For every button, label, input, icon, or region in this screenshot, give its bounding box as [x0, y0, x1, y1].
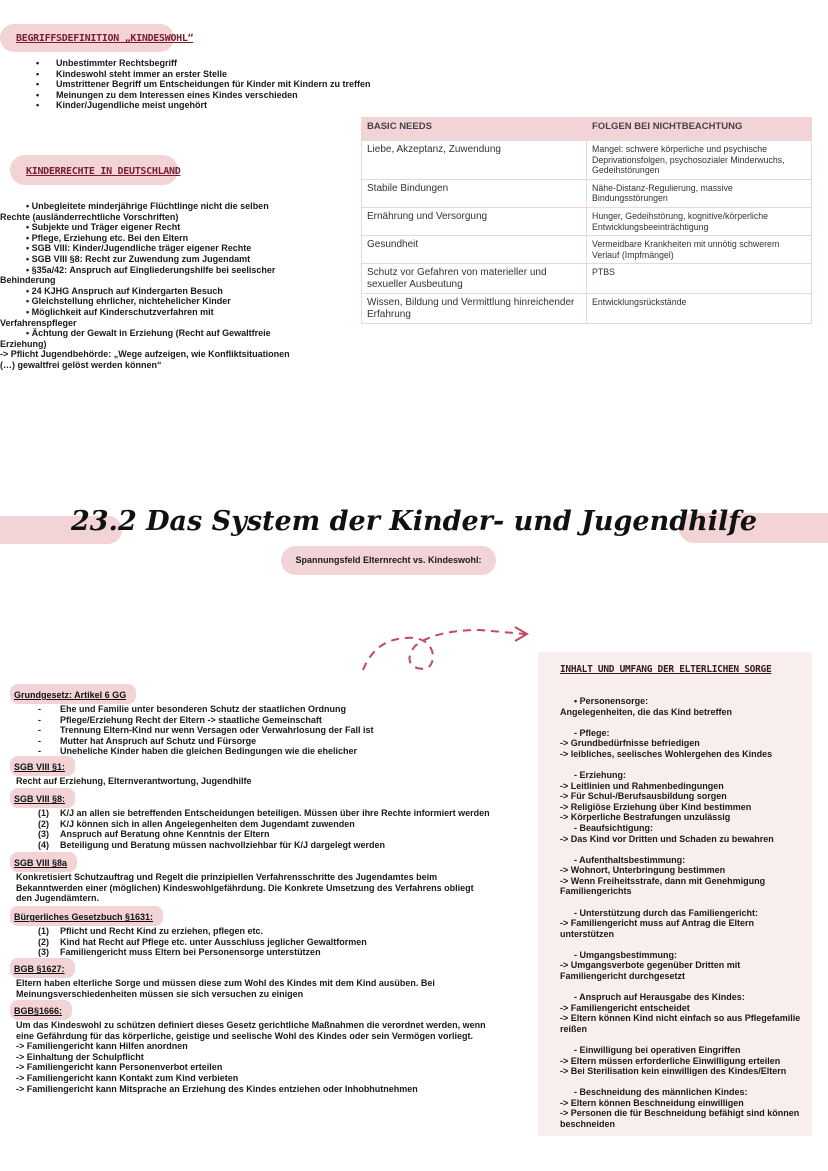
sgb1-text: Recht auf Erziehung, Elternverantwortung, Jugendhilfe	[16, 776, 252, 786]
bgb1631-item-number: (3)	[38, 947, 49, 958]
needs-consequence: Hunger, Gedeihstörung, kognitive/körperliche Entwicklungsbeeinträchtigung	[587, 207, 812, 235]
rights-text	[0, 201, 346, 371]
sorge-line: unterstützen	[560, 928, 614, 939]
bgb1666-line: -> Familiengericht kann Kontakt zum Kind verbieten	[16, 1072, 239, 1083]
section-title: 23.2 Das System der Kinder- und Jugendhilfe	[70, 506, 758, 537]
sorge-line: Angelegenheiten, die das Kind betreffen	[560, 706, 733, 717]
bgb1666-line: -> Familiengericht kann Mitsprache an Erziehung des Kindes entziehen oder Inhobhutnehmen	[16, 1083, 418, 1094]
sorge-group	[560, 855, 810, 897]
sgb8-item	[38, 808, 530, 819]
needs-basic: Liebe, Akzeptanz, Zuwendung	[362, 141, 587, 180]
gg-list	[10, 704, 530, 757]
bgb1631-heading: Bürgerliches Gesetzbuch §1631:	[14, 912, 154, 922]
sorge-line: -> leibliches, seelisches Wohlergehen des Kindes	[560, 748, 773, 759]
sorge-line: - Unterstützung durch das Familiengericht:	[574, 907, 759, 918]
needs-basic: Wissen, Bildung und Vermittlung hinreichender Erfahrung	[362, 294, 587, 324]
needs-basic: Gesundheit	[362, 236, 587, 264]
sgb8-list	[10, 808, 530, 850]
needs-row	[362, 264, 812, 294]
sgb8-item-text: Beteiligung und Beratung müssen nachvollziehbar für K/J dargelegt werden	[60, 839, 386, 850]
needs-consequence: PTBS	[587, 264, 812, 294]
rights-line: • Möglichkeit auf Kinderschutzverfahren mit	[26, 306, 214, 317]
definition-list	[0, 58, 456, 111]
needs-basic: Stabile Bindungen	[362, 179, 587, 207]
sgb8-item-text: Anspruch auf Beratung ohne Kenntnis der Eltern	[60, 829, 270, 840]
gg-item: - Pflege/Erziehung Recht der Eltern -> staatliche Gemeinschaft	[60, 715, 530, 726]
definition-heading: BEGRIFFSDEFINITION „KINDESWOHL“	[16, 33, 194, 44]
sgb8a-line: Bekanntwerden einer (möglichen) Kindeswohlgefährdung. Die Konkrete Umsetzung des Verfahrens obliegt	[16, 882, 474, 893]
bgb1666-heading: BGB§1666:	[14, 1006, 63, 1016]
bgb1666-line: Um das Kindeswohl zu schützen definiert dieses Gesetz gerichtliche Maßnahmen die verordnet werden, wenn	[16, 1020, 486, 1030]
rights-line: • 24 KJHG Anspruch auf Kindergarten Besuch	[26, 285, 223, 296]
sgb8-item-text: K/J können sich in allen Angelegenheiten dem Jugendamt zuwenden	[60, 818, 355, 829]
sorge-line: -> Eltern können Beschneidung einwilligen	[560, 1097, 744, 1108]
sorge-line: -> Religiöse Erziehung über Kind bestimmen	[560, 801, 752, 812]
sgb1-heading: SGB VIII §1:	[14, 762, 66, 772]
elterliche-sorge-panel	[538, 652, 812, 1136]
subtitle: Spannungsfeld Elternrecht vs. Kindeswohl:	[295, 555, 482, 565]
sgb8a-heading: SGB VIII §8a	[14, 858, 68, 868]
sorge-line: • Personensorge:	[574, 696, 649, 706]
needs-row	[362, 179, 812, 207]
rights-line: • Subjekte und Träger eigener Recht	[26, 222, 181, 233]
bgb1631-section	[10, 906, 530, 958]
sorge-line: -> Leitlinien und Rahmenbedingungen	[560, 780, 724, 791]
needs-basic: Ernährung und Versorgung	[362, 207, 587, 235]
bgb1631-item-number: (1)	[38, 926, 49, 936]
bgb1666-section	[10, 1000, 530, 1094]
bgb1666-line: -> Einhaltung der Schulpflicht	[16, 1051, 144, 1062]
bgb1631-item	[38, 936, 530, 948]
sorge-group	[560, 992, 810, 1034]
sgb8-item-number: (3)	[38, 829, 49, 840]
sorge-line: -> Personen die für Beschneidung befähigt sind können	[560, 1108, 800, 1119]
bgb1631-item-text: Familiengericht muss Eltern bei Personensorge unterstützen	[60, 947, 321, 958]
sgb8-item	[38, 829, 530, 840]
needs-consequence: Vermeidbare Krankheiten mit unnötig schwerem Verlauf (Impfmängel)	[587, 236, 812, 264]
needs-header-basic: BASIC NEEDS	[362, 118, 587, 141]
rights-heading: KINDERRECHTE IN DEUTSCHLAND	[26, 166, 181, 177]
sgb8-item	[38, 839, 530, 851]
sorge-line: Familiengerichts	[560, 886, 632, 897]
gg-heading: Grundgesetz: Artikel 6 GG	[14, 690, 127, 700]
rights-line: • Ächtung der Gewalt in Erziehung (Recht auf Gewaltfreie	[26, 328, 271, 339]
sorge-group	[560, 1045, 810, 1077]
bgb1627-heading: BGB §1627:	[14, 964, 65, 974]
bgb1627-section	[10, 958, 530, 999]
sorge-line: Familiengericht durchgesetzt	[560, 970, 686, 981]
sorge-line: - Erziehung:	[574, 769, 626, 780]
definition-item: • Kindeswohl steht immer an erster Stelle	[56, 69, 456, 80]
sgb8-item-text: K/J an allen sie betreffenden Entscheidungen beteiligen. Müssen über ihre Rechte informiert werden	[60, 808, 490, 818]
bgb1631-item	[38, 947, 530, 958]
definition-item: • Unbestimmter Rechtsbegriff	[56, 58, 456, 69]
rights-line: • Gleichstellung ehrlicher, nichtehelicher Kinder	[26, 296, 231, 307]
sorge-line: -> Umgangsverbote gegenüber Dritten mit	[560, 960, 741, 971]
sgb8a-line: den Jugendämtern.	[16, 893, 100, 904]
needs-row	[362, 294, 812, 324]
sorge-line: reißen	[560, 1023, 588, 1034]
rights-line: • SGB VIII: Kinder/Jugendliche träger eigener Rechte	[26, 243, 252, 254]
gg-item: - Ehe und Familie unter besonderen Schutz der staatlichen Ordnung	[60, 704, 530, 715]
gg-section	[10, 684, 530, 757]
needs-basic: Schutz vor Gefahren von materieller und sexueller Ausbeutung	[362, 264, 587, 294]
sorge-line: - Umgangsbestimmung:	[574, 949, 678, 960]
needs-table	[361, 117, 812, 324]
sorge-group	[560, 1087, 810, 1129]
sgb8-item-number: (1)	[38, 808, 49, 818]
sorge-group	[560, 696, 810, 717]
sorge-line: - Aufenthaltsbestimmung:	[574, 854, 686, 865]
sorge-line: - Beschneidung des männlichen Kindes:	[574, 1087, 748, 1098]
sorge-line: -> Für Schul-/Berufsausbildung sorgen	[560, 791, 727, 802]
bgb1666-line: eine Gefährdung für das körperliche, geistige und seelische Wohl des Kindes oder sein Vermögen vorliegt.	[16, 1030, 473, 1041]
sgb8-item	[38, 818, 530, 830]
bgb1666-line: -> Familiengericht kann Personenverbot erteilen	[16, 1062, 223, 1073]
bgb1631-list	[10, 926, 530, 958]
sorge-line: -> Das Kind vor Dritten und Schaden zu bewahren	[560, 833, 774, 844]
rights-line: • SGB VIII §8: Recht zur Zuwendung zum Jugendamt	[26, 253, 251, 264]
sorge-line: -> Körperliche Bestrafungen unzulässig	[560, 812, 731, 823]
rights-line: (…) gewaltfrei gelöst werden können“	[0, 359, 162, 370]
rights-line: Behinderung	[0, 275, 56, 286]
sorge-group	[560, 908, 810, 940]
gg-item: - Mutter hat Anspruch auf Schutz und Fürsorge	[60, 736, 530, 747]
needs-consequence: Entwicklungsrückstände	[587, 294, 812, 324]
sorge-line: beschneiden	[560, 1119, 616, 1129]
sorge-line: -> Wohnort, Unterbringung bestimmen	[560, 865, 726, 876]
gg-item: - Uneheliche Kinder haben die gleichen Bedingungen wie die ehelicher	[60, 746, 530, 757]
bgb1666-line: -> Familiengericht kann Hilfen anordnen	[16, 1041, 188, 1052]
needs-table-wrap	[361, 117, 812, 324]
needs-row	[362, 141, 812, 180]
rights-line: • §35a/42: Anspruch auf Eingliederungshilfe bei seelischer	[26, 264, 276, 275]
sorge-line: - Anspruch auf Herausgabe des Kindes:	[574, 992, 745, 1003]
sorge-line: - Pflege:	[574, 727, 610, 738]
rights-line: Verfahrenspfleger	[0, 317, 77, 328]
bgb1631-item-text: Pflicht und Recht Kind zu erziehen, pflegen etc.	[60, 926, 264, 936]
sgb8-section	[10, 788, 530, 850]
sorge-line: -> Eltern können Kind nicht einfach so aus Pflegefamilie	[560, 1013, 801, 1024]
definition-item: • Umstrittener Begriff um Entscheidungen für Kinder mit Kindern zu treffen	[56, 79, 456, 90]
sgb8-heading: SGB VIII §8:	[14, 794, 66, 804]
needs-row	[362, 207, 812, 235]
sorge-line: -> Eltern müssen erforderliche Einwilligung erteilen	[560, 1055, 781, 1066]
bgb1631-item-text: Kind hat Recht auf Pflege etc. unter Ausschluss jeglicher Gewaltformen	[60, 936, 367, 947]
rights-line: • Pflege, Erziehung etc. Bei den Eltern	[26, 232, 189, 243]
sorge-panel-title: INHALT UND UMFANG DER ELTERLICHEN SORGE	[560, 664, 772, 675]
sorge-line: -> Familiengericht entscheidet	[560, 1002, 690, 1013]
sorge-group	[560, 770, 810, 844]
needs-header-folgen: FOLGEN BEI NICHTBEACHTUNG	[587, 118, 812, 141]
rights-line: • Unbegleitete minderjährige Flüchtlinge nicht die selben	[26, 201, 269, 211]
sorge-line: - Einwilligung bei operativen Eingriffen	[574, 1044, 741, 1055]
bgb1631-item	[38, 926, 530, 937]
rights-line: -> Pflicht Jugendbehörde: „Wege aufzeigen, wie Konfliktsituationen	[0, 349, 290, 360]
sorge-group	[560, 950, 810, 982]
sgb8-item-number: (4)	[38, 839, 49, 850]
sorge-line: -> Grundbedürfnisse befriedigen	[560, 738, 700, 749]
bgb1627-line: Meinungsverschiedenheiten müssen sie sich versuchen zu einigen	[16, 988, 304, 999]
sorge-group	[560, 728, 810, 760]
sgb8a-section	[10, 852, 530, 904]
definition-item: • Kinder/Jugendliche meist ungehört	[56, 100, 456, 111]
dashed-arrow-decoration	[355, 620, 535, 680]
needs-consequence: Nähe-Distanz-Regulierung, massive Bindungsstörungen	[587, 179, 812, 207]
sgb8a-line: Konkretisiert Schutzauftrag und Regelt die prinzipiellen Verfahrensschritte des Jugendamtes beim	[16, 872, 438, 882]
rights-line: Rechte (ausländerrechtliche Vorschriften)	[0, 211, 179, 222]
sorge-line: -> Familiengericht muss auf Antrag die Eltern	[560, 918, 754, 929]
sorge-line: -> Wenn Freiheitsstrafe, dann mit Genehmigung	[560, 875, 766, 886]
bgb1631-item-number: (2)	[38, 936, 49, 947]
needs-row	[362, 236, 812, 264]
needs-consequence: Mangel: schwere körperliche und psychische Deprivationsfolgen, psychosozialer Minderwuchs, Gedeihstörungen	[587, 141, 812, 180]
sgb8-item-number: (2)	[38, 818, 49, 829]
gg-item: - Trennung Eltern-Kind nur wenn Versagen oder Verwahrlosung der Fall ist	[60, 725, 530, 736]
sgb1-section	[10, 756, 530, 787]
sorge-line: - Beaufsichtigung:	[574, 822, 653, 833]
rights-line: Erziehung)	[0, 338, 47, 349]
bgb1627-line: Eltern haben elterliche Sorge und müssen diese zum Wohl des Kindes mit dem Kind ausüben. Bei	[16, 978, 435, 988]
sorge-line: -> Bei Sterilisation kein einwilligen des Kindes/Eltern	[560, 1066, 787, 1077]
definition-item: • Meinungen zu dem Interessen eines Kindes verschieden	[56, 90, 456, 101]
